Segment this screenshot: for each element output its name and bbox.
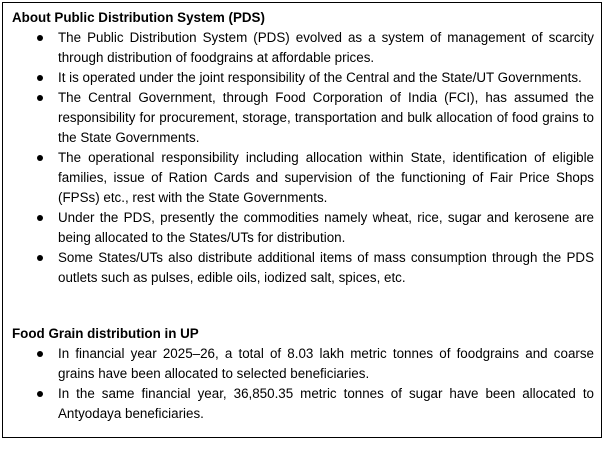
list-item-text: The operational responsibility including allocation within State, identification of eligible families, issue of Ration Cards and supervision of the functioning of Fair Price Shops (FPSs) etc., rest with the State Governments.	[58, 150, 594, 205]
list-item-text: In financial year 2025–26, a total of 8.03 lakh metric tonnes of foodgrains and coarse grains have been allocated to selected beneficiaries.	[58, 346, 594, 381]
list-item	[3, 248, 601, 288]
list-item	[3, 208, 601, 248]
list-item-text: Under the PDS, presently the commodities namely wheat, rice, sugar and kerosene are being allocated to the States/UTs for distribution.	[58, 210, 594, 245]
list-item	[3, 68, 601, 88]
bullet-icon	[37, 255, 43, 261]
bullet-icon	[37, 215, 43, 221]
bullet-icon	[37, 391, 43, 397]
list-item	[3, 148, 601, 208]
list-item-text: It is operated under the joint responsibility of the Central and the State/UT Governments.	[58, 70, 582, 85]
pds-bullet-list	[3, 28, 601, 288]
list-item-text: Some States/UTs also distribute additional items of mass consumption through the PDS outlets such as pulses, edible oils, iodized salt, spices, etc.	[58, 250, 594, 285]
document-box	[2, 2, 602, 438]
list-item-text: The Public Distribution System (PDS) evolved as a system of management of scarcity through distribution of foodgrains at affordable prices.	[58, 30, 594, 65]
bullet-icon	[37, 351, 43, 357]
list-item	[3, 88, 601, 148]
list-item	[3, 344, 601, 384]
bullet-icon	[37, 75, 43, 81]
list-item-text: The Central Government, through Food Corporation of India (FCI), has assumed the responsibility for procurement, storage, transportation and bulk allocation of food grains to the State Governments.	[58, 90, 594, 145]
section-heading-pds: About Public Distribution System (PDS)	[12, 10, 265, 25]
list-item	[3, 384, 601, 424]
bullet-icon	[37, 35, 43, 41]
up-bullet-list	[3, 344, 601, 424]
bullet-icon	[37, 155, 43, 161]
list-item-text: In the same financial year, 36,850.35 metric tonnes of sugar have been allocated to Antyodaya beneficiaries.	[58, 386, 594, 421]
bullet-icon	[37, 95, 43, 101]
list-item	[3, 28, 601, 68]
section-heading-up: Food Grain distribution in UP	[12, 326, 199, 341]
